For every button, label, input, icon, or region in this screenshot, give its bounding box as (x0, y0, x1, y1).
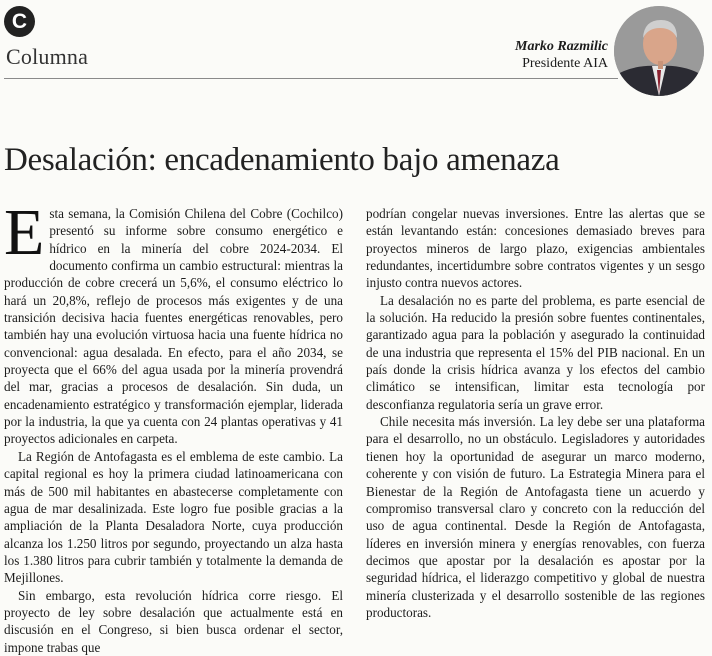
paragraph: Chile necesita más inversión. La ley debe ser una plataforma para el desarrollo, no un obstáculo. Legisladores y autoridades tienen hoy la oportunidad de asegurar un marco moderno, coherente y con visión de futuro. La Estrategia Minera para el Bienestar de la Región de Antofagasta tiene un acuerdo y compromiso transversal claro y concreto con la reducción del uso de agua continental. Desde la Región de Antofagasta, líderes en inversión minera y energías renovables, con fuerza decimos que apostar por la desalación es apostar por la seguridad hídrica, el liderazgo competitivo y global de nuestra minería clusterizada y el desarrollo sostenible de las regiones productoras. (366, 414, 705, 620)
author-portrait-icon (614, 6, 704, 96)
author-byline (515, 38, 608, 72)
paragraph: La Región de Antofagasta es el emblema de este cambio. La capital regional es hoy la primera ciudad latinoamericana con más de 500 mil habitantes en abastecerse completamente con agua de mar desalinizada. Este logro fue posible gracias a la ampliación de la Planta Desaladora Norte, cuya producción alcanza los 1.250 litros por segundo, proyectando un alza hasta los 1.380 litros para cubrir también y totalmente la demanda de Mejillones. (4, 448, 343, 586)
author-photo (614, 6, 704, 96)
article-title: Desalación: encadenamiento bajo amenaza (4, 142, 560, 178)
column-badge: C (4, 6, 35, 37)
paragraph: Sin embargo, esta revolución hídrica corre riesgo. El proyecto de ley sobre desalación que actualmente está en discusión en el Congreso, si bien busca ordenar el sector, impone trabas que (4, 587, 343, 655)
drop-cap: E (4, 196, 45, 269)
article-column-left (4, 196, 343, 656)
paragraph: podrían congelar nuevas inversiones. Entre las alertas que se están levantando están: concesiones demasiado breves para proyectos mineros de largo plazo, exigencias ambientales redundantes, incertidumbre sobre contratos vigentes y un sesgo injusto contra nuevos actores. (366, 206, 705, 291)
author-role: Presidente AIA (522, 56, 608, 71)
header-rule (4, 78, 618, 79)
paragraph-text: sta semana, la Comisión Chilena del Cobre (Cochilco) presentó su informe sobre consumo energético e hídrico en la minería del cobre 2024-2034. El documento confirma un cambio estructural: mientras la producción de cobre crecerá un 5,6%, el consumo eléctrico lo hará un 20,8%, reflejo de procesos más exigentes y de una transición decisiva hacia fuentes energéticas renovables, pero también hay una evolución virtuosa hacia una fuente hídrica no convencional: agua desalada. En efecto, para el año 2034, se proyecta que el 66% del agua usada por la minería provendrá del mar, gracias a procesos de desalación. Sin duda, un encadenamiento estratégico y transformación ejemplar, liderada por la industria, la que ya cuenta con 24 plantas operativas y 41 proyectos adicionales en carpeta. (4, 206, 343, 447)
author-name: Marko Razmilic (515, 39, 608, 54)
section-label: Columna (6, 44, 89, 69)
article-column-right (366, 205, 705, 621)
paragraph: La desalación no es parte del problema, es parte esencial de la solución. Ha reducido la presión sobre fuentes continentales, garantizado agua para la población y asegurado la continuidad de una industria que representa el 15% del PIB nacional. En un país donde la crisis hídrica avanza y los efectos del cambio climático se intensifican, limitar esta tecnología por desconfianza regulatoria sería un grave error. (366, 292, 705, 412)
paragraph (4, 196, 343, 448)
